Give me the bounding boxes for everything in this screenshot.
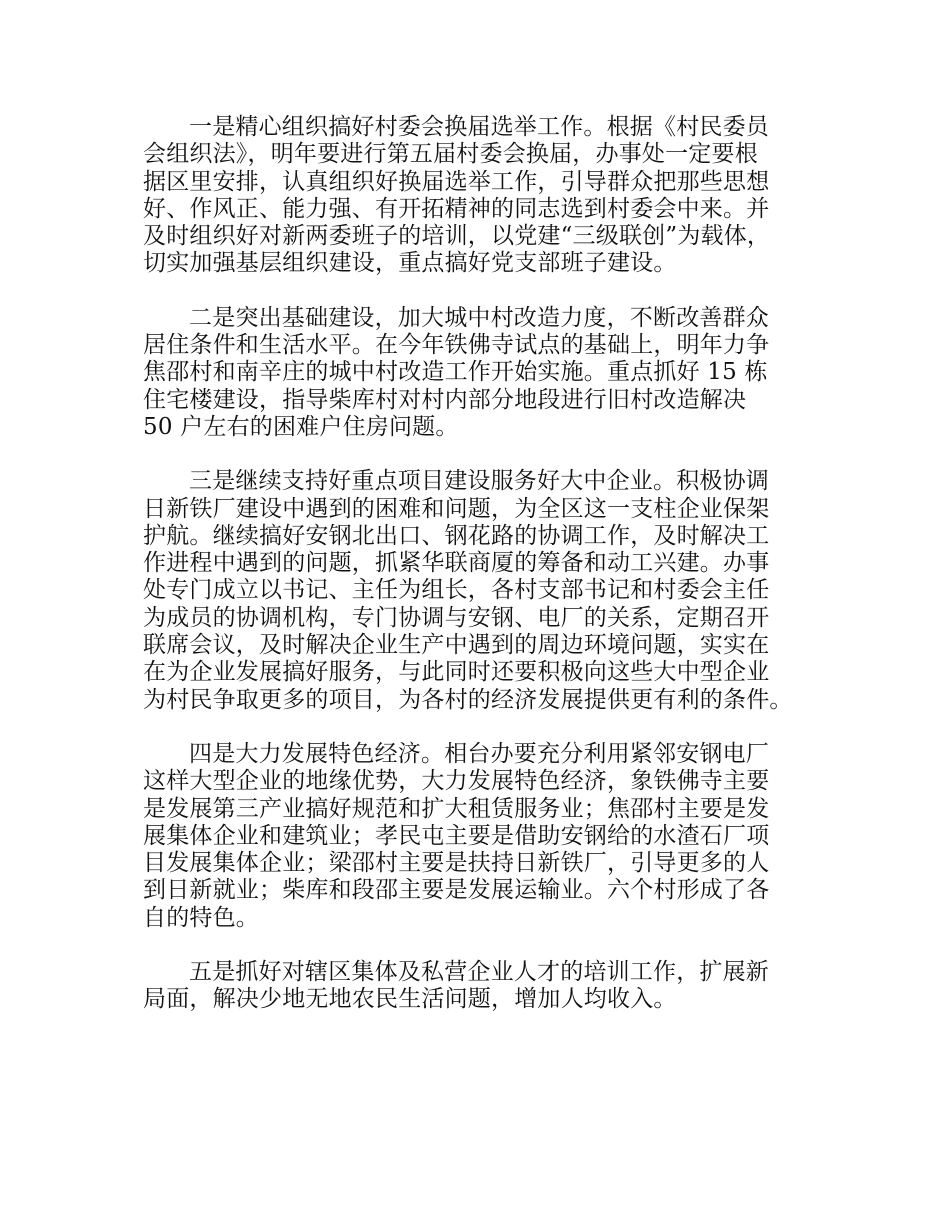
paragraph-line: 是发展第三产业搞好规范和扩大租赁服务业；焦邵村主要是发	[143, 795, 770, 822]
paragraph-line: 局面，解决少地无地农民生活问题，增加人均收入。	[143, 986, 677, 1013]
paragraph-line: 作进程中遇到的问题，抓紧华联商厦的筹备和动工兴建。办事	[143, 550, 770, 577]
paragraph-line: 住宅楼建设，指导柴库村对村内部分地段进行旧村改造解决	[143, 386, 747, 413]
paragraph-line: 及时组织好对新两委班子的培训，以党建“三级联创”为载体，	[143, 223, 771, 250]
document-body	[143, 114, 833, 1041]
paragraph-line: 日新铁厂建设中遇到的困难和问题，为全区这一支柱企业保架	[143, 495, 770, 522]
paragraph-2	[143, 305, 833, 441]
paragraph-line: 四是大力发展特色经济。相台办要充分利用紧邻安钢电厂	[189, 740, 769, 767]
paragraph-line: 展集体企业和建筑业；孝民屯主要是借助安钢给的水渣石厂项	[143, 822, 770, 849]
paragraph-line: 居住条件和生活水平。在今年铁佛寺试点的基础上，明年力争	[143, 332, 770, 359]
paragraph-line: 目发展集体企业；梁邵村主要是扶持日新铁厂，引导更多的人	[143, 850, 770, 877]
paragraph-line: 三是继续支持好重点项目建设服务好大中企业。积极协调	[189, 468, 769, 495]
paragraph-line: 到日新就业；柴库和段邵主要是发展运输业。六个村形成了各	[143, 877, 770, 904]
paragraph-3	[143, 468, 833, 714]
paragraph-line: 焦邵村和南辛庄的城中村改造工作开始实施。重点抓好 15 栋	[143, 359, 768, 386]
paragraph-line: 据区里安排，认真组织好换届选举工作，引导群众把那些思想	[143, 168, 770, 195]
paragraph-5	[143, 959, 833, 1014]
paragraph-line: 在为企业发展搞好服务，与此同时还要积极向这些大中型企业	[143, 659, 770, 686]
paragraph-line: 好、作风正、能力强、有开拓精神的同志选到村委会中来。并	[143, 195, 770, 222]
paragraph-4	[143, 741, 833, 932]
paragraph-line: 自的特色。	[143, 904, 259, 931]
paragraph-line: 一是精心组织搞好村委会换届选举工作。根据《村民委员	[189, 114, 769, 140]
paragraph-line: 这样大型企业的地缘优势，大力发展特色经济，象铁佛寺主要	[143, 768, 770, 795]
paragraph-line: 护航。继续搞好安钢北出口、钢花路的协调工作，及时解决工	[143, 522, 770, 549]
paragraph-line: 为成员的协调机构，专门协调与安钢、电厂的关系，定期召开	[143, 604, 770, 631]
paragraph-line: 会组织法》，明年要进行第五届村委会换届，办事处一定要根	[143, 141, 758, 168]
paragraph-line: 联席会议，及时解决企业生产中遇到的周边环境问题，实实在	[143, 632, 770, 659]
paragraph-line: 为村民争取更多的项目，为各村的经济发展提供更有利的条件。	[143, 686, 793, 713]
paragraph-line: 切实加强基层组织建设，重点搞好党支部班子建设。	[143, 250, 677, 277]
paragraph-line: 50 户左右的困难户住房问题。	[143, 413, 459, 440]
paragraph-line: 处专门成立以书记、主任为组长，各村支部书记和村委会主任	[143, 577, 770, 604]
paragraph-line: 五是抓好对辖区集体及私营企业人才的培训工作，扩展新	[189, 959, 769, 986]
paragraph-1	[143, 114, 833, 278]
paragraph-line: 二是突出基础建设，加大城中村改造力度，不断改善群众	[189, 304, 769, 331]
